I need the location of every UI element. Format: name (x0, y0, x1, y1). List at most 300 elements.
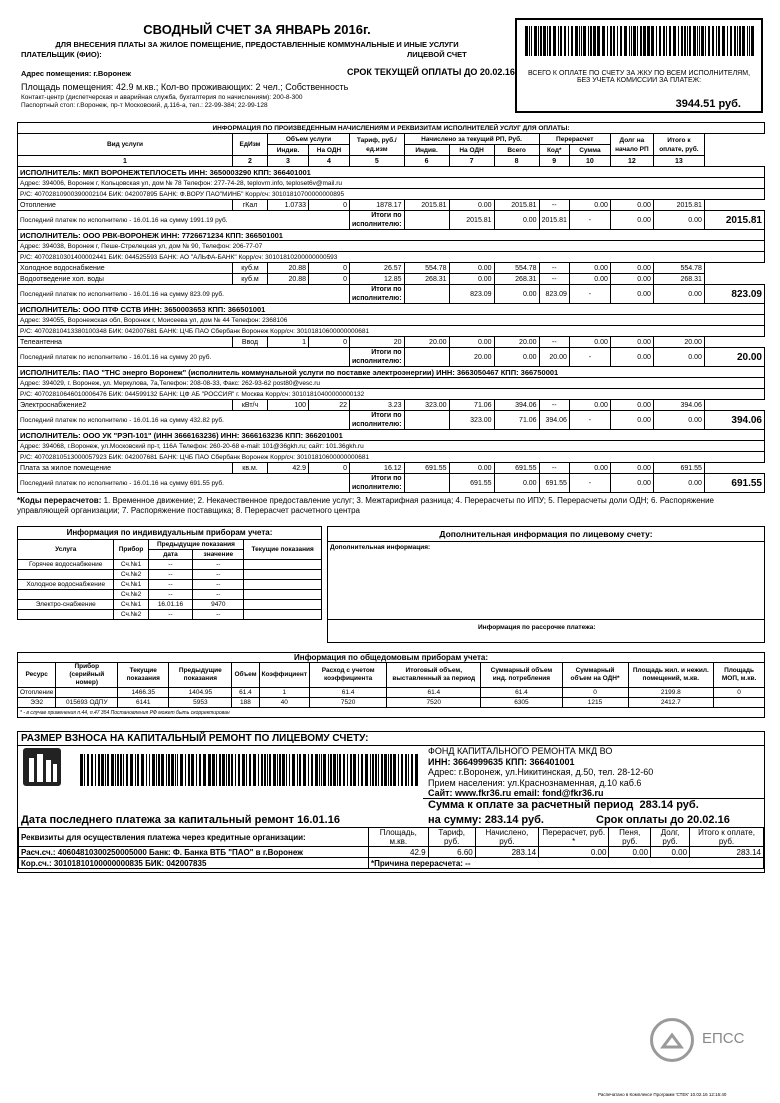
executor-details: Адрес: 394038, Воронеж г, Пеше-Стрелецкая ул, дом № 90, Телефон: 206-77-07 (18, 241, 765, 252)
service-cell: 0 (309, 263, 350, 274)
col-debt: Долг на начало РП (610, 134, 653, 156)
ipu-cell: Сч.№1 (114, 600, 148, 610)
service-cell: 394.06 (653, 400, 704, 411)
capital-repair-data-row (19, 847, 764, 858)
service-row (18, 463, 765, 474)
executor-final-total: 20.00 (704, 348, 764, 367)
odpu-cell: 7520 (387, 698, 481, 708)
service-cell: гКал (233, 200, 268, 211)
capital-repair-header: Площадь, м.кв. (369, 828, 429, 847)
service-cell: -- (539, 274, 569, 285)
executor-total-cell: 71.06 (494, 411, 539, 430)
last-payment-date: Дата последнего платежа за капитальный ремонт 16.01.16 (21, 814, 340, 826)
odpu-cell: 1404.95 (169, 688, 232, 698)
ipu-panel (17, 526, 322, 620)
korr-account: Кор.сч.: 30101810100000000835 БИК: 042007835 (19, 858, 369, 869)
col-charged: Начислено за текущий РП, Руб. (404, 134, 539, 145)
ipu-col-value: значение (193, 550, 244, 560)
capital-repair-due: Срок оплаты до 20.02.16 (596, 814, 730, 826)
executor-total-cell: 0.00 (653, 348, 704, 367)
odpu-note: * - в случае применения п.44, п.47 354 Постановления РФ может быть скорректирован (18, 708, 765, 718)
executor-total-cell: 0.00 (653, 474, 704, 493)
bill-subtitle: ДЛЯ ВНЕСЕНИЯ ПЛАТЫ ЗА ЖИЛОЕ ПОМЕЩЕНИЕ, ПРЕДОСТАВЛЕННЫЕ КОММУНАЛЬНЫЕ И ИНЫЕ УСЛУГИ (55, 40, 459, 49)
barcode-icon (80, 754, 420, 786)
total-pay-box (515, 18, 763, 113)
odpu-header: Площадь жил. и нежил. помещений, м.кв. (628, 663, 714, 688)
area-info: Площадь помещения: 42.9 м.кв.; Кол-во проживающих: 2 чел.; Собственность (21, 82, 349, 92)
service-cell: 554.78 (494, 263, 539, 274)
capital-repair-table (18, 827, 764, 869)
executor-title: ИСПОЛНИТЕЛЬ: ООО ПТФ ССТВ ИНН: 3650003653 КПП: 366501001 (18, 304, 765, 315)
ipu-cell: Холодное водоснабжение (18, 580, 114, 590)
col-unit: ЕдИзм (233, 134, 268, 156)
executor-total-cell: 0.00 (610, 474, 653, 493)
odpu-header: Текущие показания (118, 663, 169, 688)
ipu-cell: Сч.№2 (114, 590, 148, 600)
divider (328, 619, 764, 620)
service-cell: -- (539, 263, 569, 274)
executor-totals-label: Итоги по исполнителю: (350, 474, 405, 493)
ipu-cell: -- (193, 560, 244, 570)
executor-title: ИСПОЛНИТЕЛЬ: ООО РВК-ВОРОНЕЖ ИНН: 7726671234 КПП: 366501001 (18, 230, 765, 241)
service-cell: 16.12 (350, 463, 405, 474)
service-cell: 0.00 (610, 274, 653, 285)
service-cell: 22 (309, 400, 350, 411)
ipu-row (18, 560, 322, 570)
service-cell: 268.31 (404, 274, 449, 285)
ipu-row (18, 590, 322, 600)
ipu-cell: -- (148, 610, 193, 620)
ipu-title: Информация по индивидуальным приборам учета: (18, 527, 322, 540)
col-recalc-code: Код* (539, 145, 569, 156)
odpu-header: Суммарный объем инд. потребления (481, 663, 562, 688)
executor-details-row (18, 326, 765, 337)
odpu-cell: ЭЭ2 (18, 698, 56, 708)
ipu-cell: Электро-снабжение (18, 600, 114, 610)
odpu-cell: 6141 (118, 698, 169, 708)
service-cell: 0.00 (610, 463, 653, 474)
odpu-cell: 0 (714, 688, 765, 698)
ipu-cell (244, 590, 322, 600)
epss-logo-text: ЕПСС (702, 1030, 745, 1047)
service-cell: 0.00 (569, 263, 610, 274)
service-cell: 0.00 (610, 400, 653, 411)
odpu-cell: 40 (259, 698, 310, 708)
ipu-cell: Сч.№1 (114, 580, 148, 590)
service-row (18, 274, 765, 285)
last-payment: Последний платеж по исполнителю - 16.01.16 на сумму 20 руб. (18, 348, 350, 367)
col-recalc-sum: Сумма (569, 145, 610, 156)
service-row (18, 200, 765, 211)
last-payment: Последний платеж по исполнителю - 16.01.16 на сумму 823.09 руб. (18, 285, 350, 304)
executor-title-row (18, 367, 765, 378)
col-volume-indiv: Индив. (268, 145, 309, 156)
executor-total-cell: 823.09 (539, 285, 569, 304)
service-cell: 0.00 (569, 274, 610, 285)
capital-repair-cell: 6.60 (428, 847, 475, 858)
bill-header (17, 14, 765, 122)
ipu-cell (18, 610, 114, 620)
capital-repair-cell: 0.00 (609, 847, 651, 858)
service-cell: 1878.17 (350, 200, 405, 211)
executor-details-row (18, 452, 765, 463)
executor-total-cell: - (569, 348, 610, 367)
service-cell: куб.м (233, 263, 268, 274)
odpu-cell: Отопление (18, 688, 56, 698)
bill-title: СВОДНЫЙ СЧЕТ ЗА ЯНВАРЬ 2016г. (143, 22, 371, 37)
capital-repair-header: Итого к оплате, руб. (690, 828, 764, 847)
capital-repair-cell: 0.00 (539, 847, 609, 858)
odpu-row (18, 688, 765, 698)
service-cell: 0.00 (449, 200, 494, 211)
column-number: 4 (309, 156, 350, 167)
service-cell: 0 (309, 274, 350, 285)
service-cell: кв.м. (233, 463, 268, 474)
ipu-cell (18, 590, 114, 600)
column-numbers-row (18, 156, 765, 167)
spacer (404, 474, 449, 493)
service-cell: Водоотведение хол. воды (18, 274, 233, 285)
executor-title: ИСПОЛНИТЕЛЬ: ПАО "ТНС энерго Воронеж" (исполнитель коммунальной услуги по поставке электроэнергии) ИНН: 3663050467 КПП: 366750001 (18, 367, 765, 378)
ipu-cell: -- (148, 560, 193, 570)
odpu-header: Ресурс (18, 663, 56, 688)
odpu-cell: 61.4 (310, 688, 387, 698)
service-cell: 1.0733 (268, 200, 309, 211)
fund-address: Адрес: г.Воронеж, ул.Никитинская, д.50, тел. 28-12-60 (428, 767, 654, 777)
executor-total-cell: 0.00 (610, 348, 653, 367)
col-charged-odn: На ОДН (449, 145, 494, 156)
ipu-col-prev: Предыдущие показания (148, 540, 244, 550)
odpu-cell: 7520 (310, 698, 387, 708)
executor-details-row (18, 178, 765, 189)
executor-details: Адрес: 394006, Воронеж г, Кольцовская ул, дом № 78 Телефон: 277-74-28, teplovrn.info, teploset6v@mail.ru (18, 178, 765, 189)
col-tariff: Тариф, руб./ ед.изм (350, 134, 405, 156)
service-cell: 0 (309, 337, 350, 348)
executor-total-cell: - (569, 211, 610, 230)
service-cell: 20.00 (494, 337, 539, 348)
executor-total-cell: 0.00 (653, 211, 704, 230)
column-number: 9 (539, 156, 569, 167)
executor-total-cell: 691.55 (539, 474, 569, 493)
service-cell: 0.00 (449, 463, 494, 474)
executor-total-cell: 823.09 (449, 285, 494, 304)
service-cell: 2015.81 (494, 200, 539, 211)
epss-logo-icon (650, 1018, 694, 1062)
service-cell: 0.00 (610, 200, 653, 211)
executor-details: Р/С: 40702810646010006476 БИК: 044599132 БАНК: ЦФ АБ "РОССИЯ" г. Москва Корр/сч: 30101810400000000132 (18, 389, 765, 400)
ipu-body (18, 560, 322, 620)
service-cell: Плата за жилое помещение (18, 463, 233, 474)
column-number: 3 (268, 156, 309, 167)
odpu-header: Итоговый объем, выставленный за период (387, 663, 481, 688)
executor-details: Р/С: 40702810413380100348 БИК: 042007681 БАНК: ЦЧБ ПАО Сбербанк Воронеж Корр/сч: 30101810600000000681 (18, 326, 765, 337)
odpu-table (17, 652, 765, 718)
ipu-row (18, 610, 322, 620)
ipu-cell: -- (193, 580, 244, 590)
service-cell: 26.57 (350, 263, 405, 274)
service-cell: -- (539, 463, 569, 474)
recalc-codes-label: *Коды перерасчетов: (17, 496, 102, 505)
meters-block (17, 526, 765, 643)
ipu-row (18, 570, 322, 580)
account-label: ЛИЦЕВОЙ СЧЕТ (407, 50, 467, 59)
service-cell: 100 (268, 400, 309, 411)
executor-total-cell: - (569, 411, 610, 430)
ipu-row (18, 580, 322, 590)
additional-info-title: Дополнительная информация по лицевому счету: (328, 527, 764, 542)
col-recalc: Перерасчет (539, 134, 610, 145)
executor-totals-row (18, 348, 765, 367)
executor-total-cell: 0.00 (653, 285, 704, 304)
service-cell: 691.55 (494, 463, 539, 474)
service-cell: 691.55 (404, 463, 449, 474)
odpu-cell: 1 (259, 688, 310, 698)
ipu-cell (244, 560, 322, 570)
odpu-panel (17, 652, 765, 718)
service-cell: 0.00 (569, 337, 610, 348)
executor-total-cell: 0.00 (610, 411, 653, 430)
executor-totals-row (18, 211, 765, 230)
service-cell: 0 (309, 463, 350, 474)
executor-total-cell: 0.00 (494, 285, 539, 304)
last-payment: Последний платеж по исполнителю - 16.01.16 на сумму 691.55 руб. (18, 474, 350, 493)
service-cell: 323.00 (404, 400, 449, 411)
odpu-cell: 0 (562, 688, 628, 698)
charges-section-title: ИНФОРМАЦИЯ ПО ПРОИЗВЕДЕННЫМ НАЧИСЛЕНИЯМ И РЕКВИЗИТАМ ИСПОЛНИТЕЛЕЙ УСЛУГ ДЛЯ ОПЛАТЫ: (18, 123, 765, 134)
odpu-header: Суммарный объем на ОДН* (562, 663, 628, 688)
capital-repair-sum-label: Сумма к оплате за расчетный период (428, 799, 634, 811)
service-cell: 691.55 (653, 463, 704, 474)
installment-info-label: Информация по рассрочке платежа: (478, 624, 596, 631)
service-cell: 42.9 (268, 463, 309, 474)
ipu-row (18, 600, 322, 610)
column-number: 7 (449, 156, 494, 167)
odpu-cell: 1215 (562, 698, 628, 708)
additional-info-label: Дополнительная информация: (330, 544, 431, 551)
executor-total-cell: 0.00 (610, 211, 653, 230)
column-number: 13 (653, 156, 704, 167)
executor-total-cell: 2015.81 (449, 211, 494, 230)
ipu-cell: Горячее водоснабжение (18, 560, 114, 570)
odpu-cell: 61.4 (232, 688, 259, 698)
odpu-cell: 2199.8 (628, 688, 714, 698)
service-cell: 0.00 (569, 463, 610, 474)
service-cell: 0.00 (449, 274, 494, 285)
odpu-header: Коэффициент (259, 663, 310, 688)
fund-name: ФОНД КАПИТАЛЬНОГО РЕМОНТА МКД ВО (428, 746, 613, 756)
total-pay-sum: 3944.51 руб. (675, 98, 741, 110)
service-cell: 268.31 (653, 274, 704, 285)
column-number: 5 (350, 156, 405, 167)
service-cell: 554.78 (653, 263, 704, 274)
executor-total-cell: - (569, 474, 610, 493)
executor-details: Р/С: 40702810301400002441 БИК: 044525593 БАНК: АО "АЛЬФА-БАНК" Корр/сч: 30101810200000000593 (18, 252, 765, 263)
ipu-cell: 16.01.16 (148, 600, 193, 610)
executor-details-row (18, 241, 765, 252)
charges-table (17, 122, 765, 493)
capital-repair-header: Пеня, руб. (609, 828, 651, 847)
executor-total-cell: 20.00 (449, 348, 494, 367)
capital-repair-panel (17, 731, 765, 873)
odpu-body (18, 688, 765, 708)
service-cell: 394.06 (494, 400, 539, 411)
ipu-cell (18, 570, 114, 580)
odpu-cell: 188 (232, 698, 259, 708)
service-cell: 3.23 (350, 400, 405, 411)
executor-details: Адрес: 394068, г.Воронеж, ул.Московский пр-т, 116А Телефон: 260-20-68 e-mail: 101@36gkh.ru; сайт: 101.36gkh.ru (18, 441, 765, 452)
executor-title-row (18, 430, 765, 441)
ipu-cell: -- (193, 590, 244, 600)
ipu-cell: -- (193, 570, 244, 580)
odpu-cell: 015693 ОДПУ (56, 698, 118, 708)
executor-details: Адрес: 394055, Воронежская обл, Воронеж г, Моисеева ул, дом № 44 Телефон: 2368106 (18, 315, 765, 326)
executor-totals-label: Итоги по исполнителю: (350, 348, 405, 367)
printed-stamp: Распечатано в Комплексе Программ 'СТЕК' 10.02.16 12:16:40 (598, 1092, 727, 1097)
executor-total-cell: 20.00 (539, 348, 569, 367)
odpu-cell (56, 688, 118, 698)
executor-details-row (18, 441, 765, 452)
odpu-header: Площадь МОП, м.кв. (714, 663, 765, 688)
ipu-cell: 9470 (193, 600, 244, 610)
capital-repair-header: Реквизиты для осуществления платежа через кредитные организации: (19, 828, 369, 847)
ipu-cell: -- (148, 570, 193, 580)
capital-repair-header: Тариф, руб. (428, 828, 475, 847)
executor-details: Адрес: 394029, г. Воронеж, ул. Меркулова, 7а,Телефон: 208-08-33, Факс: 262-93-62 post80@vesc.ru (18, 378, 765, 389)
ipu-cell: -- (148, 580, 193, 590)
odpu-header-row (18, 663, 765, 688)
executor-final-total: 691.55 (704, 474, 764, 493)
service-cell: 0.00 (610, 337, 653, 348)
ipu-cell (244, 580, 322, 590)
spacer (404, 285, 449, 304)
ipu-cell (244, 610, 322, 620)
column-number: 10 (569, 156, 610, 167)
last-payment-amount: на сумму: 283.14 руб. (428, 814, 544, 826)
executor-final-total: 2015.81 (704, 211, 764, 230)
column-number: 12 (610, 156, 653, 167)
service-cell: Отопление (18, 200, 233, 211)
col-volume-odn: На ОДН (309, 145, 350, 156)
executor-totals-label: Итоги по исполнителю: (350, 411, 405, 430)
col-to-pay: Итого к оплате, руб. (653, 134, 704, 156)
recalc-codes (17, 496, 765, 516)
odpu-cell: 61.4 (387, 688, 481, 698)
column-number: 1 (18, 156, 233, 167)
executor-title-row (18, 230, 765, 241)
executor-totals-row (18, 285, 765, 304)
col-charged-indiv: Индив. (404, 145, 449, 156)
ipu-cell (244, 570, 322, 580)
fund-site: Сайт: www.fkr36.ru email: fond@fkr36.ru (428, 788, 604, 798)
capital-repair-header: Начислено, руб. (475, 828, 538, 847)
executor-title-row (18, 167, 765, 178)
address-label: Адрес помещения: г.Воронеж (21, 69, 131, 78)
service-cell: 0.00 (569, 200, 610, 211)
service-cell: 12.85 (350, 274, 405, 285)
service-cell: 20.00 (653, 337, 704, 348)
executor-details-row (18, 315, 765, 326)
executor-final-total: 394.06 (704, 411, 764, 430)
executor-total-cell: 0.00 (653, 411, 704, 430)
service-cell: Телеантенна (18, 337, 233, 348)
bill-page (17, 14, 765, 873)
executor-details-row (18, 252, 765, 263)
spacer (404, 211, 449, 230)
service-cell: 2015.81 (404, 200, 449, 211)
ipu-col-date: дата (148, 550, 193, 560)
capital-repair-cell: Расч.сч.: 40604810300250005000 Банк: Ф. Банка ВТБ "ПАО" в г.Воронеж (19, 847, 369, 858)
executor-final-total: 823.09 (704, 285, 764, 304)
ipu-cell: Сч.№2 (114, 610, 148, 620)
odpu-cell: 2412.7 (628, 698, 714, 708)
service-cell: Ввод (233, 337, 268, 348)
executor-total-cell: 0.00 (494, 211, 539, 230)
payer-label: ПЛАТЕЛЬЩИК (ФИО): (21, 50, 102, 59)
odpu-cell: 5953 (169, 698, 232, 708)
service-row (18, 337, 765, 348)
fund-info (428, 746, 653, 799)
service-cell: 71.06 (449, 400, 494, 411)
spacer (404, 348, 449, 367)
service-row (18, 400, 765, 411)
service-cell: 2015.81 (653, 200, 704, 211)
column-number: 2 (233, 156, 268, 167)
service-cell: -- (539, 200, 569, 211)
service-cell: 0.00 (569, 400, 610, 411)
executor-totals-label: Итоги по исполнителю: (350, 211, 405, 230)
additional-info-panel (327, 526, 765, 643)
executor-totals-label: Итоги по исполнителю: (350, 285, 405, 304)
ipu-col-meter: Прибор (114, 540, 148, 560)
service-cell: 1 (268, 337, 309, 348)
service-cell: 0 (309, 200, 350, 211)
service-cell: 20 (350, 337, 405, 348)
capital-repair-cell: 0.00 (651, 847, 690, 858)
executor-total-cell: - (569, 285, 610, 304)
capital-repair-cell: 283.14 (475, 847, 538, 858)
executor-total-cell: 0.00 (494, 474, 539, 493)
contact-info: Контакт-центр (диспетчерская и аварийная служба, бухгалтерия по начислениям): 200-8-300 (21, 94, 303, 101)
executor-details-row (18, 378, 765, 389)
executor-details-row (18, 189, 765, 200)
executor-details: Р/С: 40702810900390002104 БИК: 042007895 БАНК: Ф.ВОРУ ПАО"МИНБ" Корр/сч: 30101810700000000895 (18, 189, 765, 200)
odpu-header: Расход с учетом коэффициента (310, 663, 387, 688)
service-cell: 20.00 (404, 337, 449, 348)
ipu-col-current: Текущие показания (244, 540, 322, 560)
executor-total-cell: 323.00 (449, 411, 494, 430)
service-cell: Электроснабжение2 (18, 400, 233, 411)
due-date: СРОК ТЕКУЩЕЙ ОПЛАТЫ ДО 20.02.16 (347, 67, 515, 77)
service-cell: кВт/ч (233, 400, 268, 411)
odpu-row (18, 698, 765, 708)
capital-repair-header: Перерасчет, руб. * (539, 828, 609, 847)
last-payment: Последний платеж по исполнителю - 16.01.16 на сумму 1991.19 руб. (18, 211, 350, 230)
service-row (18, 263, 765, 274)
executor-totals-row (18, 411, 765, 430)
recalc-reason: *Причина перерасчета: -- (369, 858, 764, 869)
ipu-cell (244, 600, 322, 610)
ipu-cell: -- (148, 590, 193, 600)
service-cell: 20.88 (268, 263, 309, 274)
executor-total-cell: 394.06 (539, 411, 569, 430)
ipu-table (17, 526, 322, 620)
odpu-cell: 1466.35 (118, 688, 169, 698)
column-number: 8 (494, 156, 539, 167)
odpu-title: Информация по общедомовым приборам учета: (18, 653, 765, 663)
total-pay-text: ВСЕГО К ОПЛАТЕ ПО СЧЕТУ ЗА ЖКУ ПО ВСЕМ ИСПОЛНИТЕЛЯМ, БЕЗ УЧЕТА КОМИССИИ ЗА ПЛАТЕЖ: (527, 70, 751, 84)
executor-title-row (18, 304, 765, 315)
barcode-icon (525, 26, 755, 56)
